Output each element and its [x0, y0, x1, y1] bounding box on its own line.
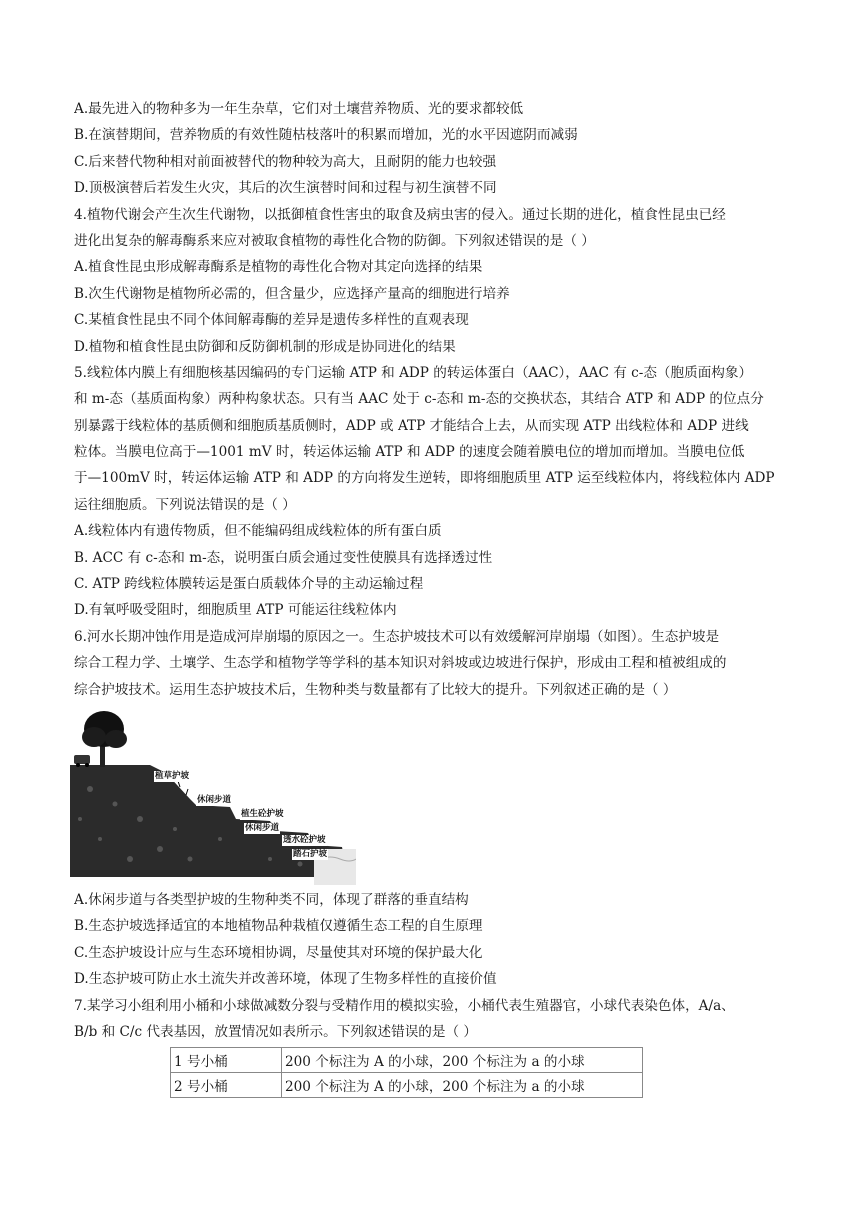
q5-stem-line: 别暴露于线粒体的基质侧和细胞质基质侧时，ADP 或 ATP 才能结合上去，从而实现 ATP 出线粒体和 ADP 进线 — [74, 417, 749, 434]
figure-label-permeable-concrete-slope: 透水砼护坡 — [283, 834, 326, 845]
q3-option-d: D.顶极演替后若发生火灾，其后的次生演替时间和过程与初生演替不同 — [74, 180, 497, 197]
q7-stem-line: B/b 和 C/c 代表基因，放置情况如表所示。下列叙述错误的是（ ） — [74, 1023, 477, 1040]
table-cell-bucket: 1 号小桶 — [171, 1048, 282, 1073]
figure-label-grass-slope: 植草护坡 — [155, 770, 190, 781]
q3-option-c: C.后来替代物种相对前面被替代的物种较为高大，且耐阴的能力也较强 — [74, 153, 497, 170]
table-row — [171, 1073, 643, 1098]
figure-label-planted-concrete-slope: 植生砼护坡 — [241, 808, 284, 819]
q4-option-d: D.植物和植食性昆虫防御和反防御机制的形成是协同进化的结果 — [74, 338, 456, 355]
table-cell-contents: 200 个标注为 A 的小球，200 个标注为 a 的小球 — [282, 1048, 643, 1073]
q4-stem-line: 进化出复杂的解毒酶系来应对被取食植物的毒性化合物的防御。下列叙述错误的是（ ） — [74, 232, 595, 249]
q5-stem-line: 粒体。当膜电位高于—1001 mV 时，转运体运输 ATP 和 ADP 的速度会随着膜电位的增加而增加。当膜电位低 — [74, 444, 745, 461]
q4-stem-line: 4.植物代谢会产生次生代谢物，以抵御植食性害虫的取食及病虫害的侵入。通过长期的进化，植食性昆虫已经 — [74, 206, 726, 223]
q6-stem-line: 综合护坡技术。运用生态护坡技术后，生物种类与数量都有了比较大的提升。下列叙述正确的是（ ） — [74, 681, 677, 698]
q5-stem-line: 5.线粒体内膜上有细胞核基因编码的专门运输 ATP 和 ADP 的转运体蛋白（AAC），AAC 有 c-态（胞质面构象） — [74, 364, 753, 381]
figure-label-walkway-lower: 休闲步道 — [245, 822, 280, 833]
q3-option-b: B.在演替期间，营养物质的有效性随枯枝落叶的积累而增加，光的水平因遮阴而减弱 — [74, 127, 578, 144]
q7-stem-line: 7.某学习小组利用小桶和小球做减数分裂与受精作用的模拟实验，小桶代表生殖器官，小球代表染色体，A/a、 — [74, 997, 735, 1014]
q5-option-b: B. ACC 有 c-态和 m-态，说明蛋白质会通过变性使膜具有选择透过性 — [74, 549, 493, 566]
q6-option-d: D.生态护坡可防止水土流失并改善环境，体现了生物多样性的直接价值 — [74, 971, 497, 988]
figure-label-walkway-upper: 休闲步道 — [197, 794, 232, 805]
bucket-table — [170, 1047, 643, 1098]
q5-stem-line: 于—100mV 时，转运体运输 ATP 和 ADP 的方向将发生逆转，即将细胞质里 ATP 运至线粒体内，将线粒体内 ADP — [74, 470, 775, 487]
table-row — [171, 1048, 643, 1073]
exam-page — [74, 96, 796, 1098]
q5-stem-line: 运往细胞质。下列说法错误的是（ ） — [74, 496, 296, 513]
q5-stem-line: 和 m-态（基质面构象）两种构象状态。只有当 AAC 处于 c-态和 m-态的交换状态，其结合 ATP 和 ADP 的位点分 — [74, 391, 764, 408]
q4-option-b: B.次生代谢物是植物所必需的，但含量少，应选择产量高的细胞进行培养 — [74, 285, 510, 302]
riverbank-slope-figure — [70, 709, 356, 885]
q6-stem-line: 6.河水长期冲蚀作用是造成河岸崩塌的原因之一。生态护坡技术可以有效缓解河岸崩塌（如图）。生态护坡是 — [74, 628, 720, 645]
q5-option-d: D.有氧呼吸受阻时，细胞质里 ATP 可能运往线粒体内 — [74, 602, 397, 619]
q6-option-a: A.休闲步道与各类型护坡的生物种类不同，体现了群落的垂直结构 — [74, 891, 469, 908]
q6-option-b: B.生态护坡选择适宜的本地植物品种栽植仅遵循生态工程的自生原理 — [74, 918, 483, 935]
table-cell-bucket: 2 号小桶 — [171, 1073, 282, 1098]
q3-option-a: A.最先进入的物种多为一年生杂草，它们对土壤营养物质、光的要求都较低 — [74, 101, 524, 117]
q6-stem-line: 综合工程力学、土壤学、生态学和植物学等学科的基本知识对斜坡或边坡进行保护，形成由工程和植被组成的 — [74, 655, 727, 672]
q6-option-c: C.生态护坡设计应与生态环境相协调，尽量使其对环境的保护最大化 — [74, 944, 483, 961]
q5-option-c: C. ATP 跨线粒体膜转运是蛋白质载体介导的主动运输过程 — [74, 576, 424, 593]
q5-option-a: A.线粒体内有遗传物质，但不能编码组成线粒体的所有蛋白质 — [74, 523, 442, 540]
q4-option-c: C.某植食性昆虫不同个体间解毒酶的差异是遗传多样性的直观表现 — [74, 312, 469, 329]
figure-label-stepping-stone-slope: 踏石护坡 — [293, 848, 328, 859]
q4-option-a: A.植食性昆虫形成解毒酶系是植物的毒性化合物对其定向选择的结果 — [74, 259, 483, 276]
table-cell-contents: 200 个标注为 A 的小球，200 个标注为 a 的小球 — [282, 1073, 643, 1098]
